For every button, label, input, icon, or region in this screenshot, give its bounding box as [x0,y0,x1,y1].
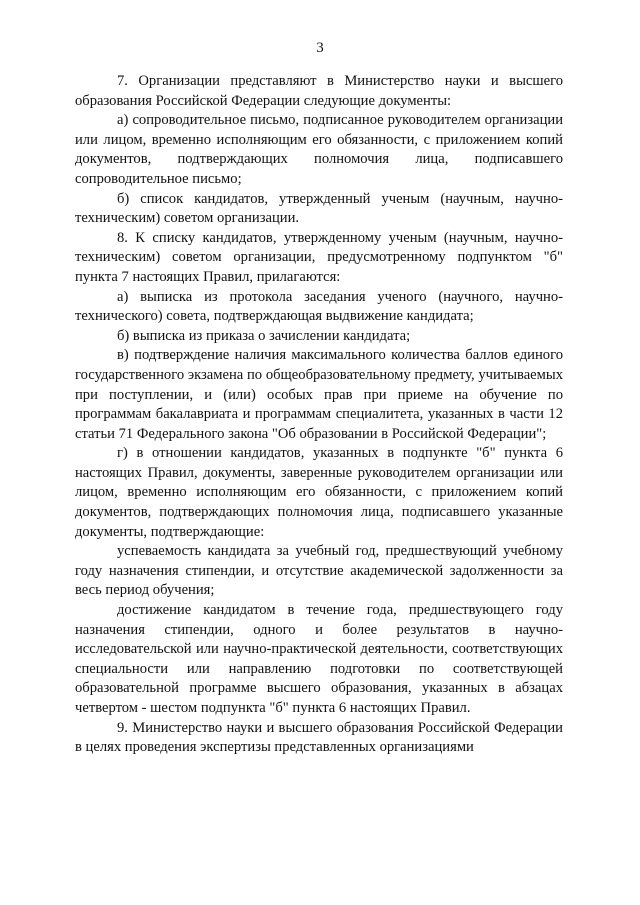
paragraph-7a: а) сопроводительное письмо, подписанное руководителем организации или лицом, временно исполняющим его обязанности, с приложением копий документов, подтверждающих полномочия лица, подписавшего сопроводительное письмо; [75,112,563,187]
paragraph-7b: б) список кандидатов, утвержденный ученым (научным, научно-техническим) советом организации. [75,190,563,227]
paragraph-8g-item-1: успеваемость кандидата за учебный год, предшествующий учебному году назначения стипендии, и отсутствие академической задолженности за весь период обучения; [75,543,563,599]
page-number: 3 [316,40,324,56]
paragraph-8g-item-2: достижение кандидатом в течение года, предшествующего году назначения стипендии, одного и более результатов в научно-исследовательской или научно-практической деятельности, соответствующих специальности или направлению подготовки по соответствующей образовательной программе высшего образования, указанных в абзацах четвертом - шестом подпункта "б" пункта 6 настоящих Правил. [75,602,563,716]
paragraph-8g: г) в отношении кандидатов, указанных в подпункте "б" пункта 6 настоящих Правил, документы, заверенные руководителем организации или лицом, временно исполняющим его обязанности, с приложением копий документов, подтверждающих полномочия лица, подписавшего указанные документы, подтверждающие: [75,445,563,540]
paragraph-8b: б) выписка из приказа о зачислении кандидата; [117,327,411,344]
paragraph-8a: а) выписка из протокола заседания ученого (научного, научно-технического) совета, подтверждающая выдвижение кандидата; [75,288,563,325]
paragraph-8v: в) подтверждение наличия максимального количества баллов единого государственного экзамена по общеобразовательному предмету, учитываемых при поступлении, и (или) особых прав при приеме на обучение по программам бакалавриата и программам специалитета, указанных в части 12 статьи 71 Федерального закона "Об образовании в Российской Федерации"; [75,347,563,442]
paragraph-8: 8. К списку кандидатов, утвержденному ученым (научным, научно-техническим) советом организации, предусмотренному подпунктом "б" пункта 7 настоящих Правил, прилагаются: [75,229,563,285]
paragraph-7: 7. Организации представляют в Министерство науки и высшего образования Российской Федерации следующие документы: [75,73,563,109]
document-body [75,72,563,758]
paragraph-9: 9. Министерство науки и высшего образования Российской Федерации в целях проведения экспертизы представленных организациями [75,719,563,756]
